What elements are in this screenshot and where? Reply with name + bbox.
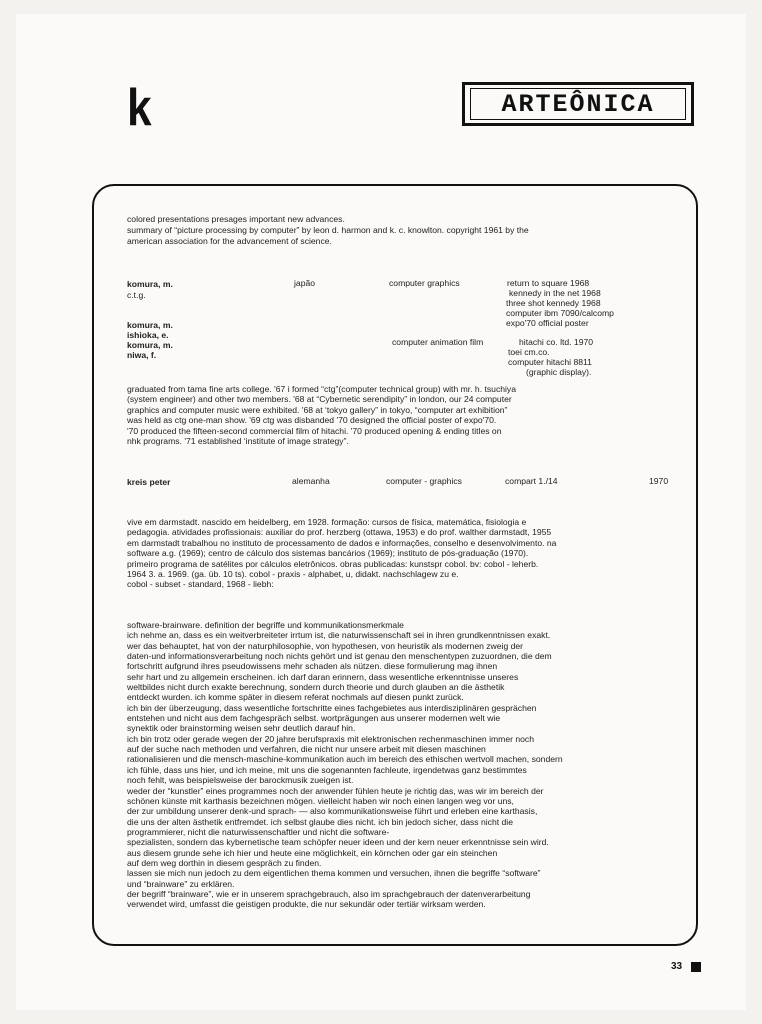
essay-line: noch fehlt, was beispielsweise der barockmusik zueigen ist. — [127, 775, 354, 786]
work-item: computer ibm 7090/calcomp — [506, 308, 614, 318]
essay-line: auf dem weg dorthin in diesem gespräch zu finden. — [127, 857, 322, 868]
work-item: compart 1./14 — [505, 476, 558, 486]
bio-line: em darmstadt trabalhou no instituto de processamento de dados e informações, conselho e desenvolvimento. na — [127, 537, 557, 548]
bio-line: (system engineer) and other two members. '68 at “Cybernetic serendipity” in london, our 24 computer — [127, 394, 512, 405]
artist-category: computer - graphics — [386, 476, 462, 486]
bio-line: pedagogia. atividades profissionais: auxiliar do prof. herzberg (ottawa, 1953) e do prof. walther darmstadt, 1955 — [127, 527, 552, 538]
work-item: (graphic display). — [526, 367, 592, 377]
work-item: kennedy in the net 1968 — [509, 288, 601, 298]
artist-name: komura, m. — [127, 279, 173, 289]
bio-line: cobol - subset - standard, 1968 - liebh: — [127, 579, 274, 590]
essay-line: programmierer, nicht die naturwissenschaftler und nicht die software- — [127, 826, 390, 837]
artist-biography — [127, 384, 672, 446]
essay-line: software-brainware. definition der begriffe und kommunikationsmerkmale — [127, 620, 404, 630]
bio-line: vive em darmstadt. nascido em heidelberg, em 1928. formação: cursos de física, matemática, fisiologia e — [127, 517, 527, 527]
arteonica-logo — [462, 82, 694, 126]
artist-name: komura, m. — [127, 320, 173, 330]
essay-line: der begriff “brainware”, wie er in unserem sprachgebrauch, also im sprachgebrauch der datenverarbeitung — [127, 888, 531, 899]
work-item: hitachi co. ltd. 1970 — [519, 337, 594, 347]
section-letter: k — [127, 79, 152, 137]
bio-line: graduated from tama fine arts college. '67 i formed “ctg”(computer technical group) with mr. h. tsuchiya — [127, 384, 517, 394]
bio-line: software a.g. (1969); centro de cálculo dos sistemas bancários (1969); instituto de pós-graduação (1970). — [127, 548, 529, 559]
artist-country: alemanha — [292, 476, 330, 486]
logo-text: ARTEÔNICA — [470, 88, 686, 120]
intro-line: colored presentations presages important new advances. — [127, 214, 345, 224]
work-item: expo'70 official poster — [506, 318, 589, 328]
essay-line: daten-und informationsverarbeitung noch nichts gehört und ist genau den menschentypen zuzuordnen, die dem — [127, 651, 552, 662]
artist-name: niwa, f. — [127, 350, 157, 360]
page-number: 33 — [671, 961, 683, 972]
work-year: 1970 — [649, 476, 669, 486]
essay-line: synektik oder brainstorming weisen sehr deutlich darauf hin. — [127, 723, 356, 734]
work-item: return to square 1968 — [507, 278, 590, 288]
essay-line: und “brainware” zu erklären. — [127, 878, 235, 889]
essay-text — [127, 620, 672, 910]
intro-line: american association for the advancement of science. — [127, 236, 332, 246]
bio-line: graphics and computer music were exhibited. '68 at ‘tokyo gallery” in tokyo, “computer art exhibition” — [127, 404, 508, 415]
artist-name: komura, m. — [127, 340, 173, 350]
essay-line: rationalisieren und die mensch-maschine-kommunikation auch im bereich des ethischen wertvoll machen, sondern — [127, 754, 563, 765]
essay-line: lassen sie mich nun jedoch zu dem eigentlichen thema kommen und versuchen, ihnen die begriffe “software” — [127, 868, 541, 879]
essay-line: fortschritt aufgrund ihres pseudowissens mehr schaden als nützen. diese formulierung mag ihnen — [127, 661, 498, 672]
essay-line: auf der suche nach methoden und verfahren, die nicht nur unsere arbeit mit diesen maschinen — [127, 744, 486, 755]
essay-line: entdeckt wurden. ich komme später in diesem referat nochmals auf diesen punkt zurück. — [127, 692, 464, 703]
artist-category: computer animation film — [392, 337, 484, 347]
essay-line: aus diesem grunde sehe ich hier und heute eine möglichkeit, ein körnchen oder gar ein steinchen — [127, 847, 498, 858]
work-item: computer hitachi 8811 — [508, 357, 592, 367]
intro-line: summary of “picture processing by computer” by leon d. harmon and k. c. knowlton. copyright 1961 by the — [127, 225, 529, 235]
essay-line: verwendet wird, umfasst die geistigen produkte, die nur sekundär oder tertiär wirksam werden. — [127, 899, 486, 910]
bio-line: '70 produced the fifteen-second commercial film of hitachi. '70 produced opening & ending titles on — [127, 425, 502, 436]
bio-line: primeiro programa de satélites por cálculos eletrônicos. obras publicadas: kunstspr cobol. bv: cobol - leherb. — [127, 558, 539, 569]
artist-country: japão — [294, 278, 316, 288]
essay-line: ich bin der überzeugung, dass wesentliche fortschritte eines fachgebietes aus interdisziplinären gesprächen — [127, 702, 537, 713]
bio-line: was held as ctg one-man show. '69 ctg was disbanded '70 designed the official poster of expo'70. — [127, 415, 497, 426]
bio-line: nhk programs. '71 established ‘institute of image strategy”. — [127, 436, 349, 447]
essay-line: schönen künste mit karthasis bezeichnen mögen. vielleicht haben wir noch einen langen weg vor uns, — [127, 795, 514, 806]
page-marker-square — [691, 962, 701, 972]
essay-line: sehr hart und zu allgemein erscheinen. ich darf daran erinnern, dass wesentliche erkenntnisse unseres — [127, 671, 519, 682]
artist-name: ishioka, e. — [127, 330, 169, 340]
essay-line: die uns der alten ästhetik entfremdet. ich selbst glaube dies nicht. ich bin jedoch sicher, dass nicht die — [127, 816, 513, 827]
essay-line: wer das behauptet, hat von der naturphilosophie, von hypothesen, von heuristik als modernen zweig der — [127, 640, 524, 651]
bio-line: 1964 3. a. 1969. (ga. üb. 10 ts). cobol - praxis - alphabet, u, didakt. nachschlagew zu e. — [127, 569, 459, 580]
essay-line: spezialisten, sondern das kybernetische team schöpfer neuer ideen und der kern neuer erkenntnisse sein wird. — [127, 837, 549, 848]
artist-group: c.t.g. — [127, 290, 146, 300]
essay-line: der zur umbildung unserer denk-und sprach- — also kommunikationsweise führt und erleben eine karthasis, — [127, 806, 538, 817]
work-item: three shot kennedy 1968 — [506, 298, 601, 308]
essay-line: ich nehme an, dass es ein weitverbreiteter irrtum ist, die naturwissenschaft sei in ihren grundkenntnissen exakt. — [127, 630, 551, 641]
essay-line: weltbildes nicht durch exakte berechnung, sondern durch theorie und durch glauben an die ästhetik — [127, 682, 505, 693]
essay-line: ich fühle, dass uns hier, und ich meine, mit uns die sogenannten fachleute, irgendetwas ganz bestimmtes — [127, 764, 527, 775]
essay-line: weder der “kunstler” eines programmes noch der anwender fühlen heute je richtig das, was wir im bereich der — [127, 785, 544, 796]
work-item: toei cm.co. — [508, 347, 550, 357]
essay-line: entstehen und nicht aus dem fachgespräch selbst. wortprägungen aus unserer modernen welt wie — [127, 713, 501, 724]
essay-line: ich bin trotz oder gerade wegen der 20 jahre berufspraxis mit elektronischen rechenmaschinen immer noch — [127, 733, 534, 744]
artist-name: kreis peter — [127, 477, 171, 487]
artist-category: computer graphics — [389, 278, 460, 288]
artist-biography — [127, 517, 672, 590]
